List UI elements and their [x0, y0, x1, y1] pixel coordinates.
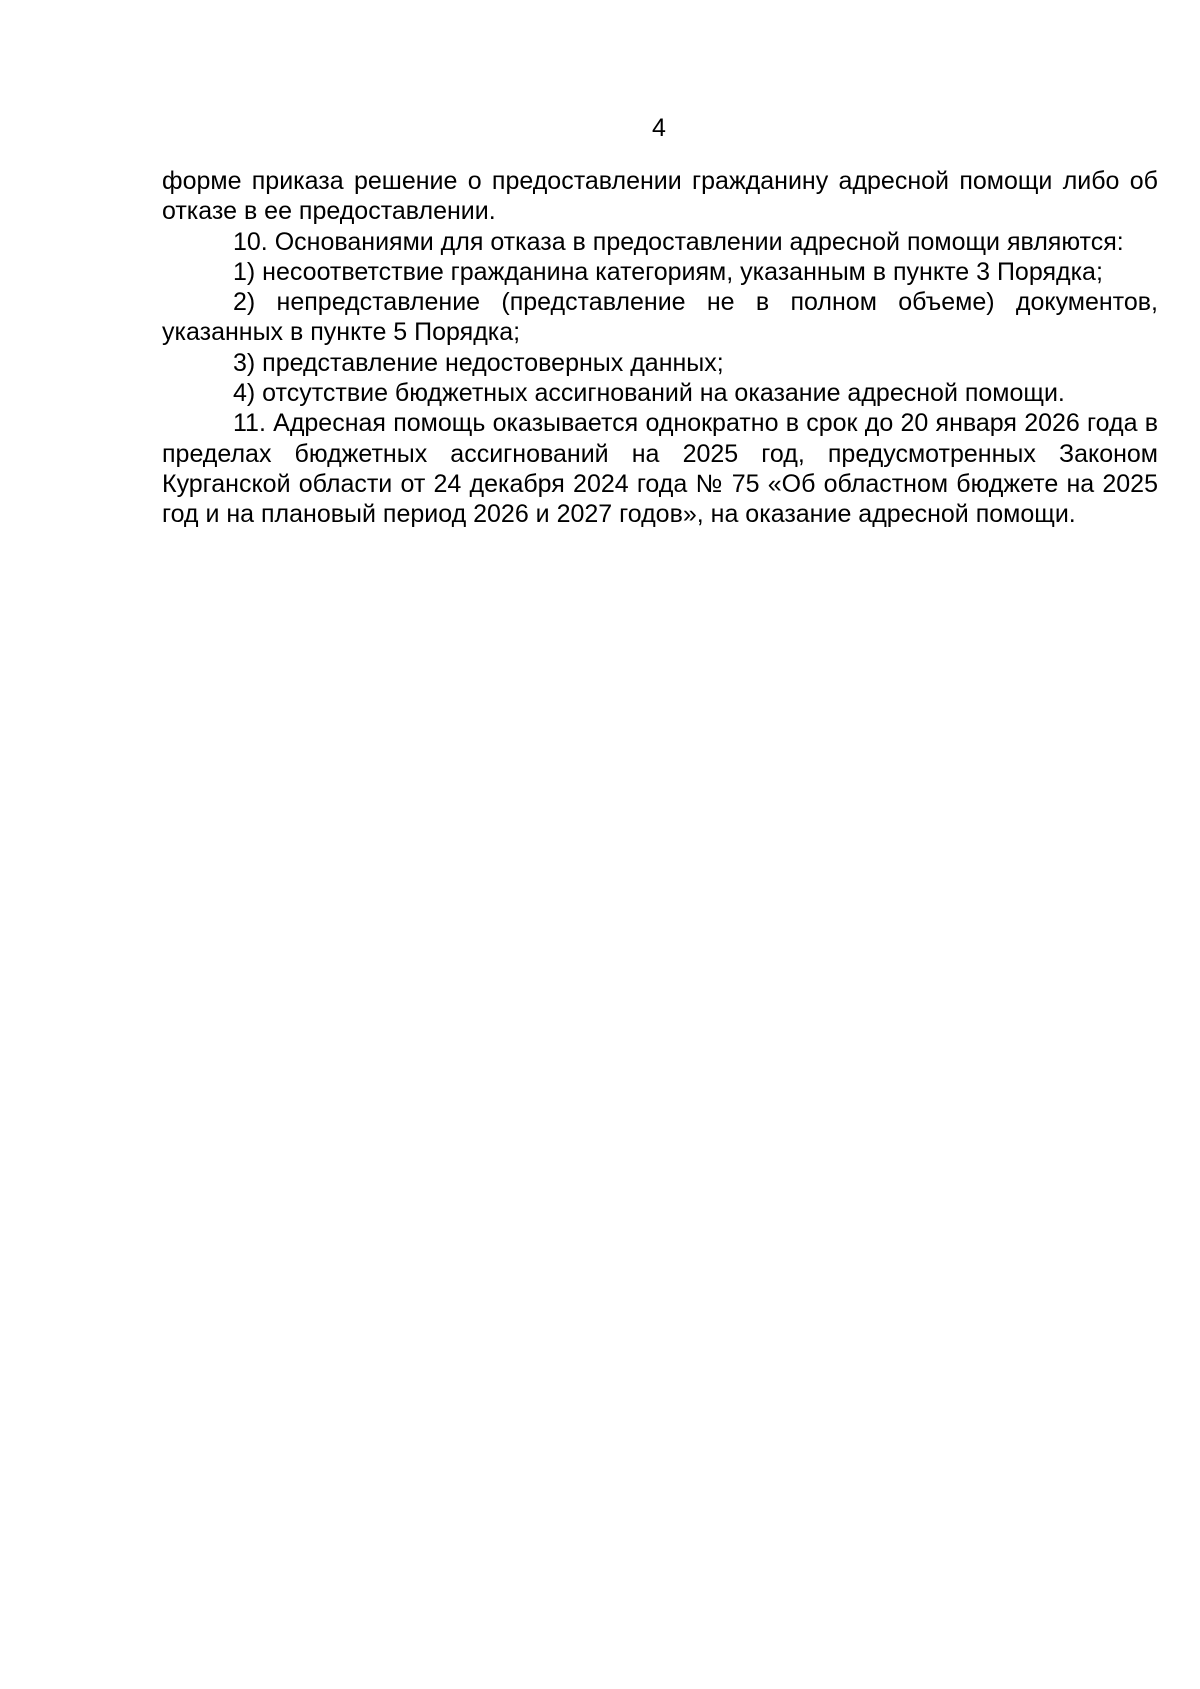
- paragraph-item-10: 10. Основаниями для отказа в предоставлении адресной помощи являются:: [233, 227, 1124, 256]
- page-number: 4: [652, 114, 666, 142]
- paragraph-item-10-4: 4) отсутствие бюджетных ассигнований на оказание адресной помощи.: [233, 379, 1065, 408]
- document-body: [162, 166, 1158, 530]
- paragraph-item-10-1: 1) несоответствие гражданина категориям, указанным в пункте 3 Порядка;: [233, 257, 1103, 286]
- paragraph-item-10-2: 2) непредставление (представление не в полном объеме) документов, указанных в пункте 5 Порядка;: [162, 288, 1158, 347]
- paragraph-item-10-3: 3) представление недостоверных данных;: [233, 348, 724, 377]
- paragraph-continuation: форме приказа решение о предоставлении гражданину адресной помощи либо об отказе в ее предоставлении.: [162, 167, 1158, 226]
- paragraph-item-11: 11. Адресная помощь оказывается однократно в срок до 20 января 2026 года в пределах бюджетных ассигнований на 2025 год, предусмотренных Законом Курганской области от 24 декабря 2024 года № 75 «Об областном бюджете на 2025 год и на плановый период 2026 и 2027 годов», на оказание адресной помощи.: [162, 409, 1158, 529]
